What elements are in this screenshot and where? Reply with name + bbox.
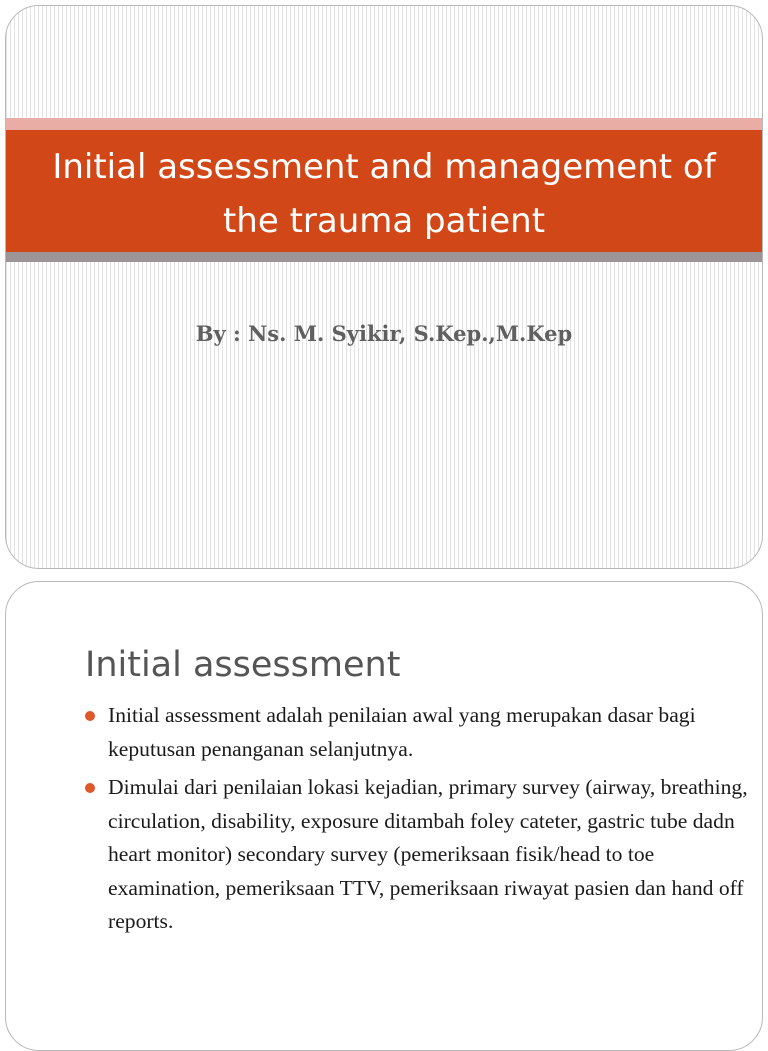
slide-heading: Initial assessment <box>85 645 401 685</box>
bullet-text: Dimulai dari penilaian lokasi kejadian, primary survey (airway, breathing, circulation, disability, exposure ditambah foley cateter, gastric tube dadn heart monitor) secondary survey (pemeriksaan fisik/head to toe examination, pemeriksaan TTV, pemeriksaan riwayat pasien dan hand off reports. <box>108 775 748 933</box>
bullet-icon <box>85 711 95 721</box>
bullet-text: Initial assessment adalah penilaian awal yang merupakan dasar bagi keputusan penanganan selanjutnya. <box>108 703 696 761</box>
bullet-item <box>79 771 759 939</box>
bullet-icon <box>85 783 95 793</box>
slide-title: Initial assessment and management of the trauma patient <box>52 147 716 241</box>
title-band-top-stripe <box>6 118 762 130</box>
title-band-bottom-stripe <box>6 252 762 262</box>
bullet-item <box>79 699 759 766</box>
bullet-list <box>79 699 759 944</box>
content-slide <box>5 581 763 1051</box>
title-slide <box>5 5 763 569</box>
slide-subtitle: By : Ns. M. Syikir, S.Kep.,M.Kep <box>195 321 573 346</box>
